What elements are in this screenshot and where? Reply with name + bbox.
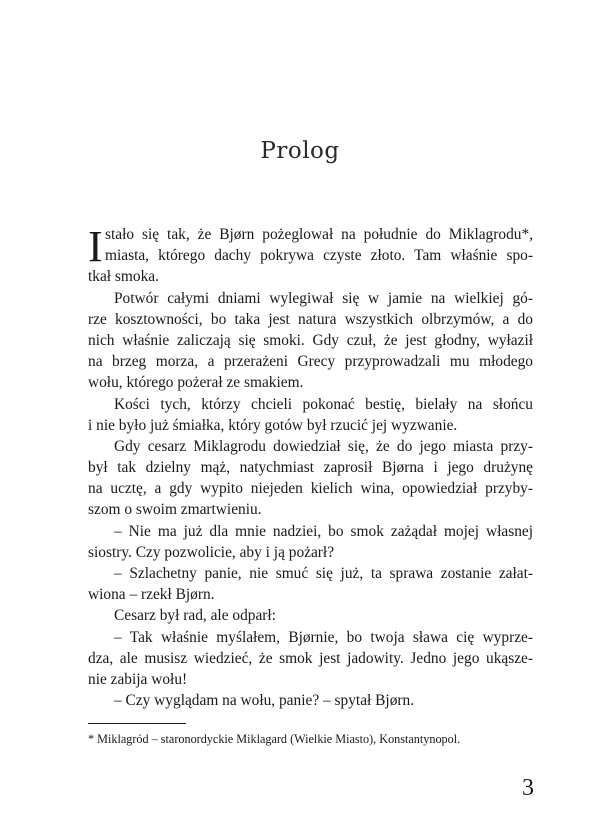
- text-line: szom o swoim zmartwieniu.: [88, 501, 262, 519]
- text-line: wołu, którego pożerał ze smakiem.: [88, 374, 304, 392]
- text-line: – Szlachetny panie, nie smuć się już, ta sprawa zostanie załat-: [114, 565, 533, 582]
- text-line: na brzeg morza, a przerażeni Grecy przyprowadzali mu młodego: [88, 353, 533, 371]
- text-line: – Tak właśnie myślałem, Bjørnie, bo twoja sława cię wyprze-: [114, 628, 533, 646]
- text-line: na ucztę, a gdy wypito niejeden kielich wina, opowiedział przyby-: [88, 480, 533, 498]
- text-line: Cesarz był rad, ale odparł:: [114, 607, 276, 625]
- text-line: Kości tych, którzy chcieli pokonać bestię, bielały na słońcu: [114, 395, 533, 413]
- text-line: siostry. Czy pozwolicie, aby i ją pożarł?: [88, 543, 335, 561]
- text-line: Gdy cesarz Miklagrodu dowiedział się, że do jego miasta przy-: [114, 437, 533, 455]
- chapter-title: Prolog: [260, 138, 340, 164]
- text-line: Potwór całymi dniami wylegiwał się w jamie na wielkiej gó-: [114, 289, 533, 307]
- text-line: nich właśnie zaliczają się smoki. Gdy czuł, że jest głodny, wyłaził: [88, 331, 533, 349]
- text-line: stało się tak, że Bjørn pożeglował na południe do Miklagrodu*,: [105, 226, 533, 243]
- footnote-divider: [88, 723, 186, 724]
- text-line: był tak dzielny mąż, natychmiast zaprosił Bjørna i jego drużynę: [88, 459, 533, 477]
- text-line: i nie było już śmiałka, który gotów był rzucić jej wyzwanie.: [88, 416, 458, 434]
- text-line: – Nie ma już dla mnie nadziei, bo smok zażądał mojej własnej: [114, 522, 533, 540]
- text-line: tkał smoka.: [88, 268, 159, 286]
- footnote: * Miklagród – staronordyckie Miklagard (Wielkie Miasto), Konstantynopol.: [88, 732, 461, 746]
- chapter-body: [88, 224, 533, 711]
- text-line: nie zabija wołu!: [88, 670, 188, 688]
- text-line: wiona – rzekł Bjørn.: [88, 586, 215, 604]
- text-line: rze kosztowności, bo taka jest natura wszystkich olbrzymów, a do: [88, 310, 533, 328]
- page-number: 3: [522, 775, 534, 801]
- text-line: dza, ale musisz wiedzieć, że smok jest jadowity. Jedno jego ukąsze-: [88, 649, 533, 667]
- text-line: miasta, którego dachy pokrywa czyste złoto. Tam właśnie spo-: [105, 247, 533, 265]
- text-line: – Czy wyglądam na wołu, panie? – spytał Bjørn.: [114, 692, 415, 710]
- drop-cap: I: [88, 222, 103, 271]
